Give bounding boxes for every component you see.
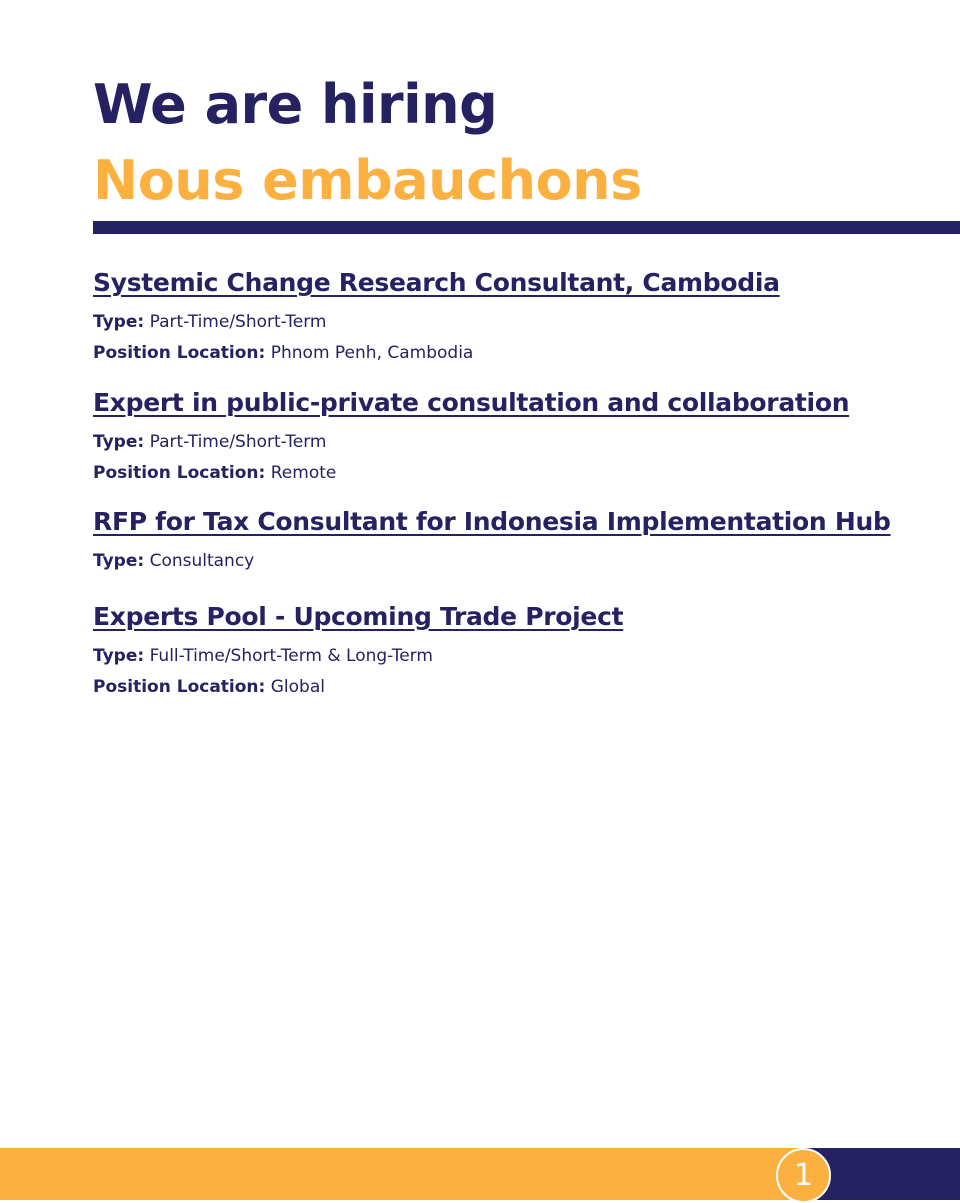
job-title-link[interactable]: Experts Pool - Upcoming Trade Project <box>93 602 624 631</box>
job-location-label: Position Location: <box>93 343 266 363</box>
job-title-link[interactable]: Expert in public-private consultation and collaboration <box>93 388 850 417</box>
job-type-value: Part-Time/Short-Term <box>149 312 327 332</box>
job-listing <box>93 266 943 364</box>
job-type <box>93 550 943 572</box>
job-type-label: Type: <box>93 432 145 452</box>
job-listing <box>93 386 943 484</box>
job-type <box>93 431 943 453</box>
job-location-label: Position Location: <box>93 463 266 483</box>
job-type-value: Consultancy <box>149 551 255 571</box>
page-title: We are hiring <box>93 73 498 136</box>
job-location-label: Position Location: <box>93 677 266 697</box>
job-location <box>93 676 943 698</box>
job-location <box>93 342 943 364</box>
job-location <box>93 462 943 484</box>
header-divider <box>93 221 960 234</box>
job-location-value: Global <box>270 677 325 697</box>
job-type-label: Type: <box>93 312 145 332</box>
job-listing <box>93 600 943 698</box>
job-type-value: Part-Time/Short-Term <box>149 432 327 452</box>
page-number-badge: 1 <box>776 1148 831 1203</box>
job-type-label: Type: <box>93 551 145 571</box>
job-type-value: Full-Time/Short-Term & Long-Term <box>149 646 433 666</box>
job-type-label: Type: <box>93 646 145 666</box>
job-location-value: Remote <box>270 463 337 483</box>
page-subtitle: Nous embauchons <box>93 149 642 212</box>
job-type <box>93 645 943 667</box>
job-title-link[interactable]: RFP for Tax Consultant for Indonesia Implementation Hub <box>93 507 891 536</box>
job-title-link[interactable]: Systemic Change Research Consultant, Cambodia <box>93 268 780 297</box>
job-location-value: Phnom Penh, Cambodia <box>270 343 474 363</box>
job-listing <box>93 505 943 572</box>
job-type <box>93 311 943 333</box>
